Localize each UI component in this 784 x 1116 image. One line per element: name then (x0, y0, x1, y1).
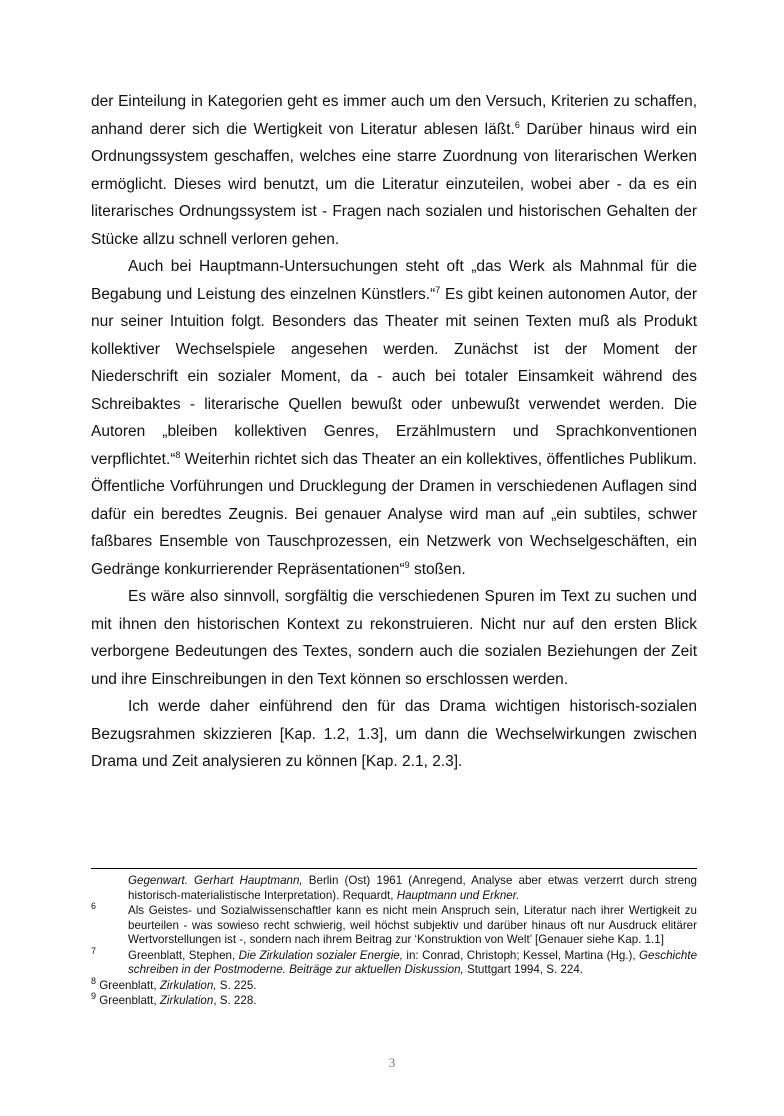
footnote-ref-9[interactable]: 9 (404, 559, 410, 570)
footnote-6: $^6$ Als Geistes- und Sozialwissenschaftler kann es nicht mein Anspruch sein, Literatur nach ihrer Wertigkeit zu beurteilen - was sowieso recht schwierig, weil höchst subjektiv und darüber hinaus oft nur Ausdruck elitärer Wertvorstellungen ist -, sondern nach ihrem Beitrag zur ‘Konstruktion von Welt’ [Genauer siehe Kap. 1.1] (91, 901, 697, 946)
footnote-9: $^9$ Greenblatt, Zirkulation, S. 228. (91, 991, 257, 1007)
paragraph-3: Es wäre also sinnvoll, sorgfältig die verschiedenen Spuren im Text zu suchen und mit ihnen den historischen Kontext zu rekonstruieren. Nicht nur auf den ersten Blick verborgene Bedeutungen des Textes, sondern auch die sozialen Beziehungen der Zeit und ihre Einschreibungen in den Text können so erschlossen werden. (91, 588, 697, 688)
footnote-number: 6 (91, 901, 97, 912)
footnote-continuation: Gegenwart. Gerhart Hauptmann, Berlin (Ost) 1961 (Anregend, Analyse aber etwas verzerrt durch streng historisch-materialistische Interpretation). Requardt, Hauptmann und Erkner. (128, 874, 697, 902)
footnote-number: 9 (91, 991, 97, 1002)
footnote-8: $^8$ Greenblatt, Zirkulation, S. 225. (91, 975, 257, 992)
footnote-ref-7[interactable]: 7 (435, 284, 441, 295)
footnote-ref-8[interactable]: 8 (175, 449, 181, 460)
footnote-7: $^7$ Greenblatt, Stephen, Die Zirkulation sozialer Energie, in: Conrad, Christoph; Kessel, Martina (Hg.), Geschichte schreiben in der Postmoderne. Beiträge zur aktuellen Diskussion, Stuttgart 1994, S. 224. (91, 945, 698, 976)
page-number: 3 (388, 1055, 396, 1070)
footnote-number: 7 (91, 945, 97, 956)
paragraph-4: Ich werde daher einführend den für das Drama wichtigen historisch-sozialen Bezugsrahmen skizzieren [Kap. 1.2, 1.3], um dann die Wechselwirkungen zwischen Drama und Zeit analysieren zu können [Kap. 2.1, 2.3]. (91, 698, 697, 770)
paragraph-1: der Einteilung in Kategorien geht es immer auch um den Versuch, Kriterien zu schaffen, anhand derer sich die Wertigkeit von Literatur ablesen läßt.$^6$ Darüber hinaus wird ein Ordnungssystem geschaffen, welches eine starre Zuordnung von literarischen Werken ermöglicht. Dieses wird benutzt, um die Literatur einzuteilen, wobei aber - da es ein literarisches Ordnungssystem ist - Fragen nach sozialen und historischen Gehalten der Stücke allzu schnell verloren gehen. (91, 93, 697, 248)
footnotes (91, 874, 697, 1010)
footnote-ref-6[interactable]: 6 (514, 119, 520, 130)
footnote-separator (91, 868, 697, 869)
footnote-number: 8 (91, 975, 97, 986)
main-text (91, 88, 697, 776)
paragraph-2: Auch bei Hauptmann-Untersuchungen steht oft „das Werk als Mahnmal für die Begabung und Leistung des einzelnen Künstlers.“$^7$ Es gibt keinen autonomen Autor, der nur seiner Intuition folgt. Besonders das Theater mit seinen Texten muß als Produkt kollektiver Wechselspiele angesehen werden. Zunächst ist der Moment der Niederschrift ein sozialer Moment, da - auch bei totaler Einsamkeit während des Schreibaktes - literarische Quellen bewußt oder unbewußt verwendet werden. Die Autoren „bleiben kollektiven Genres, Erzählmustern und Sprachkonventionen verpflichtet.“$^8$ Weiterhin richtet sich das Theater an ein kollektives, öffentliches Publikum. Öffentliche Vorführungen und Drucklegung der Dramen in verschiedenen Auflagen sind dafür ein beredtes Zeugnis. Bei genauer Analyse wird man auf „ein subtiles, schwer faßbares Ensemble von Tauschprozessen, ein Netzwerk von Wechselgeschäften, ein Gedränge konkurrierender Repräsentationen“$^9$ stoßen. (91, 258, 697, 578)
